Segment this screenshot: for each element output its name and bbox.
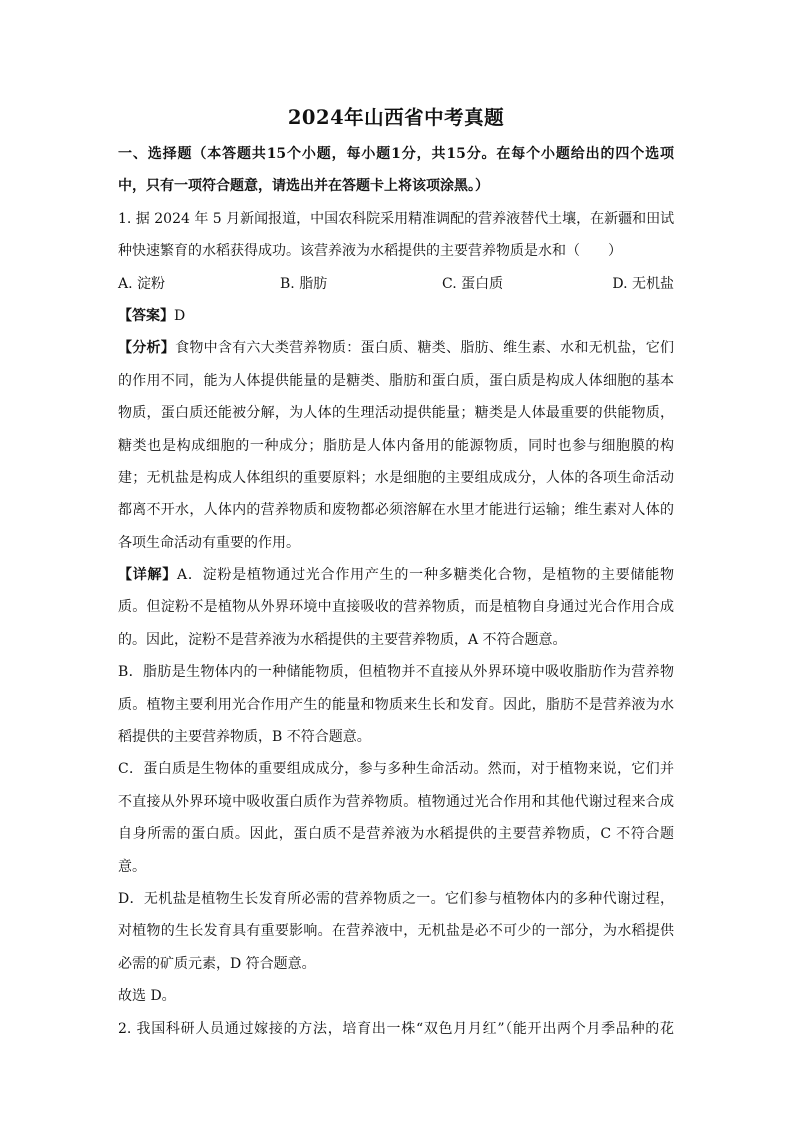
q1-detail-line-9: 自身所需的蛋白质。因此，蛋白质不是营养液为水稻提供的主要营养物质，C 不符合题 — [118, 826, 674, 843]
q1-detail-line-12: 对植物的生长发育具有重要影响。在营养液中，无机盐是必不可少的一部分，为水稻提供 — [118, 923, 674, 940]
q1-detail-line-1 — [118, 559, 674, 591]
q1-analysis-line-7: 各项生命活动有重要的作用。 — [118, 534, 300, 551]
exam-page — [118, 98, 674, 1045]
answer-tag: 【答案】 — [118, 307, 174, 324]
q1-detail-line-6: 稻提供的主要营养物质，B 不符合题意。 — [118, 729, 371, 746]
section-line-2: 中，只有一项符合题意，请选出并在答题卡上将该项涂黑。） — [118, 178, 489, 195]
q1-analysis-line-4: 糖类也是构成细胞的一种成分；脂肪是人体内备用的能源物质，同时也参与细胞膜的构 — [118, 437, 674, 454]
q1-detail-line-10: 意。 — [118, 858, 146, 875]
section-header — [118, 138, 674, 203]
q1-detail-line-8: 不直接从外界环境中吸收蛋白质作为营养物质。植物通过光合作用和其他代谢过程来合成 — [118, 793, 674, 810]
q1-analysis — [118, 332, 674, 559]
q1-detail-line-7: C．蛋白质是生物体的重要组成成分，参与多种生命活动。然而，对于植物来说，它们并 — [118, 761, 674, 778]
section-line-1: 一、选择题（本答题共15个小题，每小题1分，共15分。在每个小题给出的四个选项 — [118, 146, 674, 162]
page-title: 2024年山西省中考真题 — [287, 106, 505, 129]
analysis-tag: 【分析】 — [118, 340, 176, 357]
q1-detail-line-13: 必需的矿质元素，D 符合题意。 — [118, 955, 316, 972]
detail-tag: 【详解】 — [118, 567, 178, 584]
q1-detail-line-4: B．脂肪是生物体内的一种储能物质，但植物并不直接从外界环境中吸收脂肪作为营养物 — [118, 664, 674, 681]
analysis-text-1: 食物中含有六大类营养物质：蛋白质、糖类、脂肪、维生素、水和无机盐，它们 — [175, 340, 674, 357]
q1-detail-line-3: 的。因此，淀粉不是营养液为水稻提供的主要营养物质，A 不符合题意。 — [118, 631, 567, 648]
q1-option-c: C. 蛋白质 — [442, 275, 504, 292]
q1-analysis-line-5: 建；无机盐是构成人体组织的重要原料；水是细胞的主要组成成分，人体的各项生命活动 — [118, 469, 674, 486]
q1-detail — [118, 559, 674, 1012]
q1-option-b: B. 脂肪 — [280, 275, 328, 292]
q2-stem-line-1: 2. 我国科研人员通过嫁接的方法，培育出一株“双色月月红”（能开出两个月季品种的花 — [118, 1020, 674, 1037]
q1-options — [118, 268, 674, 300]
answer-value: D — [174, 307, 186, 324]
q1-stem-line-2: 种快速繁育的水稻获得成功。该营养液为水稻提供的主要营养物质是水和（ ） — [118, 243, 622, 260]
q1-option-a: A. 淀粉 — [118, 275, 166, 292]
q1-analysis-line-1 — [118, 332, 674, 364]
q1-option-d: D. 无机盐 — [612, 275, 674, 292]
q1-analysis-line-2: 的作用不同，能为人体提供能量的是糖类、脂肪和蛋白质，蛋白质是构成人体细胞的基本 — [118, 372, 674, 389]
q1-stem-line-1: 1. 据 2024 年 5 月新闻报道，中国农科院采用精准调配的营养液替代土壤，在新疆和田试 — [118, 210, 674, 227]
question-2 — [118, 1013, 674, 1045]
q1-conclusion: 故选 D。 — [118, 988, 176, 1005]
q1-detail-line-2: 质。但淀粉不是植物从外界环境中直接吸收的营养物质，而是植物自身通过光合作用合成 — [118, 599, 674, 616]
detail-text-1: A．淀粉是植物通过光合作用产生的一种多糖类化合物，是植物的主要储能物 — [177, 567, 674, 584]
q1-answer — [118, 300, 674, 332]
q1-analysis-line-3: 物质，蛋白质还能被分解，为人体的生理活动提供能量；糖类是人体最重要的供能物质， — [118, 405, 674, 422]
q1-detail-line-5: 质。植物主要利用光合作用产生的能量和物质来生长和发育。因此，脂肪不是营养液为水 — [118, 696, 674, 713]
question-1 — [118, 203, 674, 1013]
q1-analysis-line-6: 都离不开水，人体内的营养物质和废物都必须溶解在水里才能进行运输；维生素对人体的 — [118, 502, 674, 519]
q1-detail-line-11: D．无机盐是植物生长发育所必需的营养物质之一。它们参与植物体内的多种代谢过程， — [118, 890, 674, 907]
